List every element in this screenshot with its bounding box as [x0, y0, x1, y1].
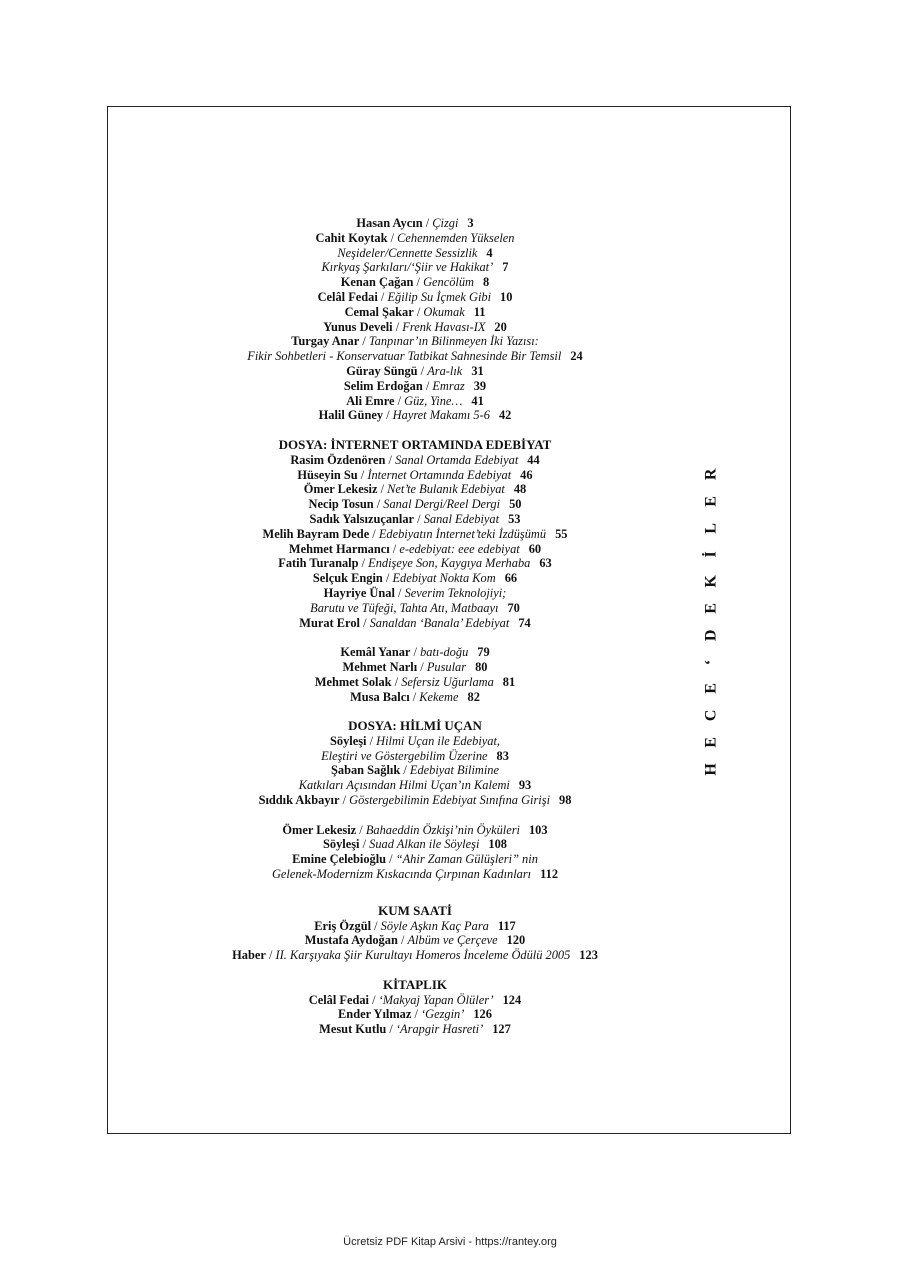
toc-entry: Sadık Yalsızuçanlar / Sanal Edebiyat 53: [309, 511, 521, 526]
entry-title: Söyle Aşkın Kaç Para: [380, 918, 489, 933]
entry-author: Söyleşi: [329, 733, 367, 748]
toc-entry: Melih Bayram Dede / Edebiyatın İnternet’teki İzdüşümü 55: [262, 526, 568, 541]
toc-entry: Hasan Aycın / Çizgi 3: [356, 216, 474, 230]
entry-title: batı-doğu: [420, 645, 469, 660]
toc-entry: Ali Emre / Güz, Yine… 41: [346, 393, 484, 408]
entry-author: Mehmet Narlı: [342, 659, 418, 674]
entry-author: Cahit Koytak: [315, 230, 388, 245]
entry-author: Turgay Anar: [291, 334, 360, 349]
entry-title: Sefersiz Uğurlama: [401, 674, 494, 689]
entry-title: Göstergebilimin Edebiyat Sınıfına Girişi: [349, 793, 551, 808]
section-heading: KUM SAATİ: [378, 902, 452, 918]
entry-title: Suad Alkan ile Söyleşi: [369, 837, 480, 852]
toc-entry: Celâl Fedai / ‘Makyaj Yapan Ölüler’ 124: [308, 992, 522, 1007]
entry-title: Albüm ve Çerçeve: [407, 933, 498, 948]
entry-author: Mustafa Aydoğan: [304, 933, 398, 948]
title-letter: İ: [702, 551, 720, 558]
entry-page: 112: [540, 867, 559, 882]
toc-entry: Şaban Sağlık / Edebiyat Bilimine: [331, 763, 499, 778]
title-letter: D: [702, 629, 720, 641]
entry-author: Kenan Çağan: [340, 275, 414, 290]
entry-page: 93: [518, 778, 532, 793]
toc-entry: Mehmet Harmancı / e-edebiyat: eee edebiyat 60: [288, 541, 542, 556]
toc-entry: [0, 246, 830, 261]
entry-author: Sadık Yalsızuçanlar: [309, 511, 415, 526]
entry-author: Güray Süngü: [346, 363, 418, 378]
entry-author: Murat Erol: [299, 615, 360, 630]
entry-page: 81: [502, 674, 516, 689]
entry-page: 41: [471, 393, 484, 408]
toc-group: [0, 216, 830, 423]
entry-author: Ender Yılmaz: [338, 1007, 412, 1022]
entry-page: 80: [475, 659, 488, 674]
entry-title: Tanpınar’ın Bilinmeyen İki Yazısı:: [368, 334, 539, 349]
entry-author: Fatih Turanalp: [278, 556, 359, 571]
entry-title: Hilmi Uçan ile Edebiyat,: [376, 733, 501, 748]
entry-page: 82: [467, 689, 480, 704]
entry-title: Eğilip Su İçmek Gibi: [387, 289, 492, 304]
toc-entry: Celâl Fedai / Eğilip Su İçmek Gibi 10: [317, 289, 513, 304]
section-heading: KİTAPLIK: [382, 976, 448, 992]
title-letter: E: [702, 683, 720, 695]
entry-page: 79: [477, 645, 490, 660]
entry-title: Edebiyat Nokta Kom: [392, 571, 496, 586]
entry-author: Rasim Özdenören: [290, 452, 386, 467]
entry-title: Severim Teknolojiyi;: [404, 585, 507, 600]
toc-entry: Haber / II. Karşıyaka Şiir Kurultayı Homeros İnceleme Ödülü 2005 123: [232, 948, 598, 963]
entry-page: 60: [528, 541, 542, 556]
entry-title: Cehennemden Yükselen: [397, 230, 515, 245]
entry-page: 124: [502, 992, 522, 1007]
toc-entry: Söyleşi / Suad Alkan ile Söyleşi 108: [323, 837, 507, 852]
entry-title: Pusular: [426, 659, 467, 674]
title-letter: K: [702, 575, 720, 588]
entry-title: Bahaeddin Özkişi’nin Öyküleri: [365, 822, 520, 837]
title-letter: E: [702, 495, 720, 507]
entry-author: Mehmet Harmancı: [288, 541, 390, 556]
entry-author: Ömer Lekesiz: [303, 482, 378, 497]
footer-text: Ücretsiz PDF Kitap Arsivi - https://rantey.org: [343, 1236, 557, 1248]
toc-group: [0, 823, 830, 882]
entry-page: 83: [496, 748, 509, 763]
entry-title: Net’te Bulanık Edebiyat: [387, 482, 505, 497]
toc-entry: Musa Balcı / Kekeme 82: [350, 689, 480, 704]
entry-title: Katkıları Açısından Hilmi Uçan’ın Kalemi: [298, 778, 510, 793]
entry-page: 39: [473, 378, 487, 393]
toc-entry: Mehmet Solak / Sefersiz Uğurlama 81: [314, 674, 516, 689]
entry-page: 20: [494, 319, 507, 334]
entry-page: 127: [492, 1022, 511, 1037]
entry-title: Çizgi: [432, 216, 459, 230]
entry-author: Halil Güney: [318, 408, 384, 423]
entry-title: Okumak: [423, 304, 465, 319]
entry-page: 50: [509, 497, 522, 512]
entry-title: Barutu ve Tüfeği, Tahta Atı, Matbaayı: [310, 600, 499, 615]
toc-entry: Söyleşi / Hilmi Uçan ile Edebiyat,: [329, 733, 501, 748]
toc-entry: Ender Yılmaz / ‘Gezgin’ 126: [338, 1007, 492, 1022]
entry-page: 48: [513, 482, 527, 497]
toc-entry: Rasim Özdenören / Sanal Ortamda Edebiyat 44: [290, 452, 540, 467]
entry-author: Mesut Kutlu: [319, 1022, 387, 1037]
toc-entry: Mehmet Narlı / Pusular 80: [342, 659, 488, 674]
entry-title: Edebiyat Bilimine: [409, 763, 499, 778]
entry-author: Selçuk Engin: [312, 571, 383, 586]
entry-title: Gelenek-Modernizm Kıskacında Çırpınan Kadınları: [271, 867, 532, 882]
toc-entry: Emine Çelebioğlu / “Ahir Zaman Gülüşleri” nin: [292, 852, 538, 867]
entry-page: 3: [467, 216, 474, 230]
toc-entry: Sıddık Akbayır / Göstergebilimin Edebiyat Sınıfına Girişi 98: [258, 793, 572, 808]
toc-entry: Yunus Develi / Frenk Havası-IX 20: [323, 319, 507, 334]
entry-page: 120: [506, 933, 526, 948]
entry-author: Musa Balcı: [350, 689, 410, 704]
entry-page: 55: [555, 526, 568, 541]
entry-author: Melih Bayram Dede: [262, 526, 370, 541]
toc-group: [0, 978, 830, 1037]
entry-author: Celâl Fedai: [308, 992, 370, 1007]
title-letter: H: [702, 762, 720, 776]
entry-page: 44: [527, 452, 540, 467]
entry-page: 53: [508, 511, 521, 526]
entry-author: Cemal Şakar: [344, 304, 414, 319]
toc-group: [0, 904, 830, 963]
entry-page: 7: [502, 260, 509, 275]
entry-page: 103: [528, 822, 548, 837]
entry-title: ‘Makyaj Yapan Ölüler’: [378, 992, 494, 1007]
entry-page: 98: [559, 793, 572, 808]
entry-author: Sıddık Akbayır: [258, 793, 340, 808]
entry-author: Hüseyin Su: [297, 467, 358, 482]
toc-entry: Necip Tosun / Sanal Dergi/Reel Dergi 50: [308, 497, 522, 512]
entry-title: Sanal Dergi/Reel Dergi: [383, 497, 501, 512]
toc-entry: Ömer Lekesiz / Bahaeddin Özkişi’nin Öyküleri 103: [282, 822, 548, 837]
entry-page: 123: [579, 948, 598, 963]
entry-page: 70: [507, 600, 520, 615]
entry-title: “Ahir Zaman Gülüşleri” nin: [395, 852, 538, 867]
toc-entry: [0, 349, 830, 364]
entry-title: Endişeye Son, Kaygıya Merhaba: [368, 556, 531, 571]
entry-page: 126: [473, 1007, 492, 1022]
entry-title: Frenk Havası-IX: [402, 319, 486, 334]
entry-page: 11: [473, 304, 486, 319]
toc-entry: Hayriye Ünal / Severim Teknolojiyi;: [323, 585, 507, 600]
entry-title: Neşideler/Cennette Sessizlik: [337, 245, 478, 260]
entry-title: Eleştiri ve Göstergebilim Üzerine: [321, 748, 488, 763]
entry-page: 63: [539, 556, 552, 571]
toc-entry: Murat Erol / Sanaldan ‘Banala’ Edebiyat 74: [299, 615, 531, 630]
title-letter: L: [702, 522, 720, 534]
toc-entry: [0, 260, 830, 275]
entry-title: Gencölüm: [423, 275, 474, 290]
toc-entry: Güray Süngü / Ara-lık 31: [346, 363, 484, 378]
section-heading: DOSYA: İNTERNET ORTAMINDA EDEBİYAT: [278, 436, 552, 452]
toc-entry: Eriş Özgül / Söyle Aşkın Kaç Para 117: [314, 918, 516, 933]
entry-author: Şaban Sağlık: [331, 763, 401, 778]
entry-title: Sanaldan ‘Banala’ Edebiyat: [369, 615, 510, 630]
entry-author: Yunus Develi: [323, 319, 393, 334]
entry-author: Hayriye Ünal: [323, 585, 395, 600]
toc-entry: Halil Güney / Hayret Makamı 5-6 42: [318, 408, 512, 423]
toc-entry: Mustafa Aydoğan / Albüm ve Çerçeve 120: [304, 933, 526, 948]
entry-author: Mehmet Solak: [314, 674, 392, 689]
entry-page: 74: [518, 615, 531, 630]
toc-entry: Selim Erdoğan / Emraz 39: [343, 378, 487, 393]
title-letter: C: [702, 709, 720, 722]
entry-author: Ömer Lekesiz: [282, 822, 357, 837]
entry-title: ‘Gezgin’: [421, 1007, 465, 1022]
toc-entry: Mesut Kutlu / ‘Arapgir Hasreti’ 127: [319, 1022, 511, 1037]
title-letter: R: [702, 468, 720, 481]
entry-title: Fikir Sohbetleri - Konservatuar Tatbikat Sahnesinde Bir Temsil: [247, 349, 562, 364]
entry-author: Hasan Aycın: [356, 216, 423, 230]
section-heading: DOSYA: HİLMİ UÇAN: [348, 718, 482, 734]
toc-entry: Cemal Şakar / Okumak 11: [344, 304, 486, 319]
entry-title: e-edebiyat: eee edebiyat: [399, 541, 520, 556]
entry-author: Emine Çelebioğlu: [292, 852, 387, 867]
entry-page: 8: [483, 275, 490, 290]
entry-title: Kırkyaş Şarkıları/‘Şiir ve Hakikat’: [321, 260, 494, 275]
vertical-section-title: [700, 461, 724, 783]
entry-title: İnternet Ortamında Edebiyat: [367, 467, 512, 482]
toc-entry: Selçuk Engin / Edebiyat Nokta Kom 66: [312, 571, 518, 586]
entry-title: II. Karşıyaka Şiir Kurultayı Homeros İnceleme Ödülü 2005: [275, 948, 571, 963]
entry-author: Necip Tosun: [308, 497, 374, 512]
entry-page: 31: [471, 363, 484, 378]
entry-page: 4: [486, 245, 493, 260]
entry-title: Edebiyatın İnternet’teki İzdüşümü: [378, 526, 547, 541]
entry-page: 117: [497, 918, 516, 933]
toc-entry: Cahit Koytak / Cehennemden Yükselen: [315, 230, 515, 245]
entry-title: ‘Arapgir Hasreti’: [395, 1022, 484, 1037]
entry-page: 46: [520, 467, 533, 482]
entry-page: 66: [504, 571, 518, 586]
entry-title: Emraz: [432, 378, 465, 393]
entry-page: 10: [500, 289, 513, 304]
entry-author: Ali Emre: [346, 393, 395, 408]
title-letter: E: [702, 737, 720, 748]
entry-author: Eriş Özgül: [314, 918, 372, 933]
entry-title: Sanal Edebiyat: [423, 511, 500, 526]
toc-entry: Fatih Turanalp / Endişeye Son, Kaygıya Merhaba 63: [278, 556, 552, 571]
entry-title: Hayret Makamı 5-6: [392, 408, 490, 423]
toc-entry: Kemâl Yanar / batı-doğu 79: [340, 645, 490, 660]
entry-title: Güz, Yine…: [404, 393, 463, 408]
entry-title: Sanal Ortamda Edebiyat: [395, 452, 519, 467]
entry-author: Haber: [232, 948, 266, 963]
title-letter: ‘: [702, 659, 720, 665]
entry-author: Celâl Fedai: [317, 289, 378, 304]
toc-entry: Hüseyin Su / İnternet Ortamında Edebiyat 46: [297, 467, 533, 482]
entry-page: 108: [488, 837, 507, 852]
entry-title: Ara-lık: [427, 363, 463, 378]
entry-page: 42: [498, 408, 512, 423]
entry-title: Kekeme: [419, 689, 459, 704]
title-letter: E: [702, 603, 720, 614]
entry-page: 24: [570, 349, 583, 364]
toc-entry: Kenan Çağan / Gencölüm 8: [340, 275, 490, 290]
toc-entry: [0, 867, 830, 882]
entry-author: Kemâl Yanar: [340, 645, 411, 660]
entry-author: Selim Erdoğan: [343, 378, 423, 393]
toc-entry: Ömer Lekesiz / Net’te Bulanık Edebiyat 48: [303, 482, 527, 497]
toc-entry: Turgay Anar / Tanpınar’ın Bilinmeyen İki Yazısı:: [291, 334, 539, 349]
entry-author: Söyleşi: [323, 837, 360, 852]
